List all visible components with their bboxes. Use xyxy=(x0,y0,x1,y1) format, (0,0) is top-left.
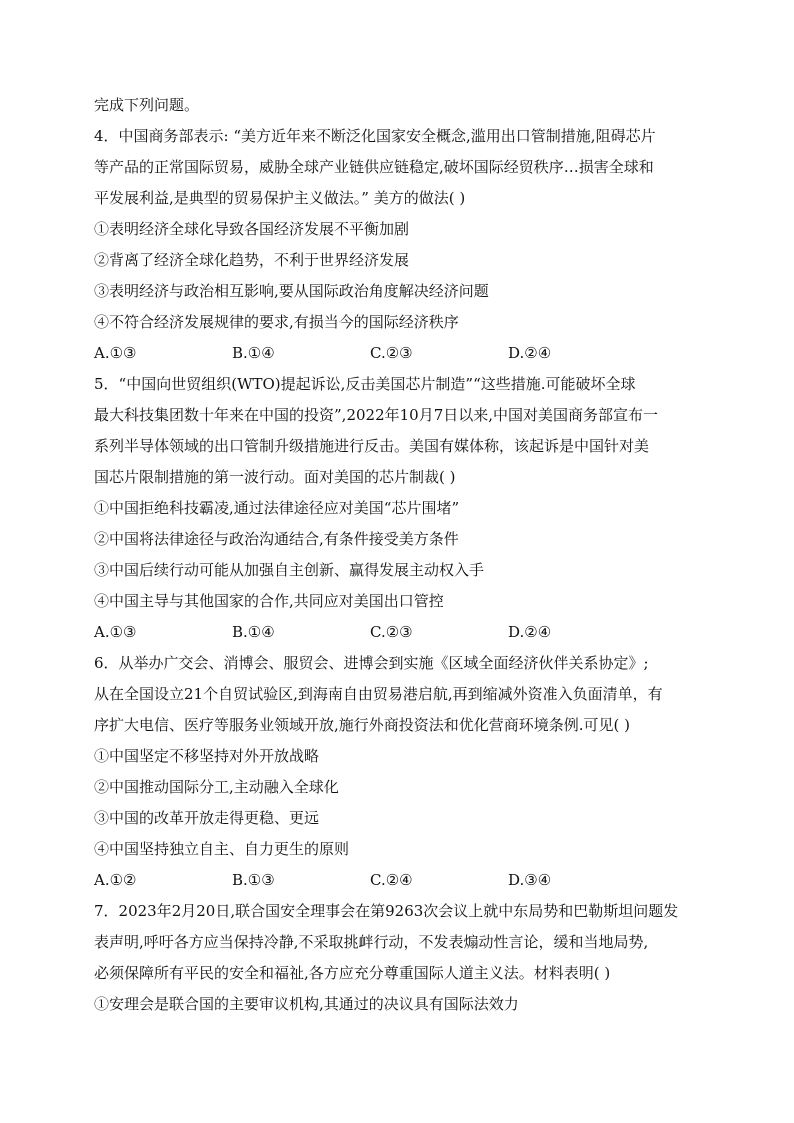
question-stem-line: 系列半导体领域的出口管制升级措施进行反击。美国有媒体称，该起诉是中国针对美 xyxy=(94,437,650,455)
question-stem-line: 国芯片限制措施的第一波行动。面对美国的芯片制裁( ) xyxy=(94,468,456,486)
question-stem-line: 表声明,呼吁各方应当保持冷静,不采取挑衅行动，不发表煽动性言论，缓和当地局势, xyxy=(94,933,649,951)
statement-item: ④不符合经济发展规律的要求,有损当今的国际经济秩序 xyxy=(94,313,459,331)
question-7 xyxy=(94,896,710,1020)
question-6 xyxy=(94,648,710,896)
question-stem-line: 必须保障所有平民的安全和福祉,各方应充分尊重国际人道主义法。材料表明( ) xyxy=(94,964,611,982)
statement-item: ③表明经济与政治相互影响,要从国际政治角度解决经济问题 xyxy=(94,282,489,300)
statement-item: ①中国拒绝科技霸凌,通过法律途径应对美国“芯片围堵” xyxy=(94,499,460,517)
option-b: B.①④ xyxy=(232,623,275,641)
statement-item: ④中国坚持独立自主、自力更生的原则 xyxy=(94,840,350,858)
question-stem-line: 序扩大电信、医疗等服务业领域开放,施行外商投资法和优化营商环境条例.可见( ) xyxy=(94,716,631,734)
statement-item: ④中国主导与其他国家的合作,共同应对美国出口管控 xyxy=(94,592,444,610)
statement-item: ②中国将法律途径与政治沟通结合,有条件接受美方条件 xyxy=(94,530,459,548)
question-stem-line: 6．从举办广交会、消博会、服贸会、进博会到实施《区域全面经济伙伴关系协定》; xyxy=(94,654,649,672)
question-stem-line: 等产品的正常国际贸易，威胁全球产业链供应链稳定,破坏国际经贸秩序…损害全球和 xyxy=(94,158,654,176)
statement-item: ①中国坚定不移坚持对外开放战略 xyxy=(94,747,320,765)
question-stem-line: 4．中国商务部表示: “美方近年来不断泛化国家安全概念,滥用出口管制措施,阻碍芯片 xyxy=(94,127,656,145)
option-b: B.①③ xyxy=(232,871,275,889)
option-c: C.②④ xyxy=(370,871,413,889)
intro-line: 完成下列问题。 xyxy=(94,96,200,114)
question-4 xyxy=(94,121,710,369)
option-b: B.①④ xyxy=(232,344,275,362)
question-stem-line: 5．“中国向世贸组织(WTO)提起诉讼,反击美国芯片制造”“这些措施.可能破坏全球 xyxy=(94,375,636,393)
exam-page xyxy=(94,90,710,1020)
option-d: D.②④ xyxy=(508,623,552,641)
option-a: A.①③ xyxy=(94,623,137,641)
statement-item: ①安理会是联合国的主要审议机构,其通过的决议具有国际法效力 xyxy=(94,995,519,1013)
statement-item: ①表明经济全球化导致各国经济发展不平衡加剧 xyxy=(94,220,410,238)
option-a: A.①③ xyxy=(94,344,137,362)
question-stem-line: 7．2023年2月20日,联合国安全理事会在第9263次会议上就中东局势和巴勒斯坦问题发 xyxy=(94,902,679,920)
question-stem-line: 平发展利益,是典型的贸易保护主义做法。” 美方的做法( ) xyxy=(94,189,466,207)
statement-item: ③中国后续行动可能从加强自主创新、赢得发展主动权入手 xyxy=(94,561,485,579)
option-c: C.②③ xyxy=(370,344,413,362)
statement-item: ③中国的改革开放走得更稳、更远 xyxy=(94,809,320,827)
answer-options xyxy=(94,617,710,648)
option-a: A.①② xyxy=(94,871,137,889)
statement-item: ②背离了经济全球化趋势，不利于世界经济发展 xyxy=(94,251,410,269)
question-stem-line: 从在全国设立21个自贸试验区,到海南自由贸易港启航,再到缩减外资准入负面清单，有 xyxy=(94,685,663,703)
statement-item: ②中国推动国际分工,主动融入全球化 xyxy=(94,778,339,796)
answer-options xyxy=(94,865,710,896)
option-c: C.②③ xyxy=(370,623,413,641)
question-stem-line: 最大科技集团数十年来在中国的投资”,2022年10月7日以来,中国对美国商务部宣布一 xyxy=(94,406,659,424)
question-5 xyxy=(94,369,710,648)
option-d: D.②④ xyxy=(508,344,552,362)
answer-options xyxy=(94,338,710,369)
option-d: D.③④ xyxy=(508,871,552,889)
